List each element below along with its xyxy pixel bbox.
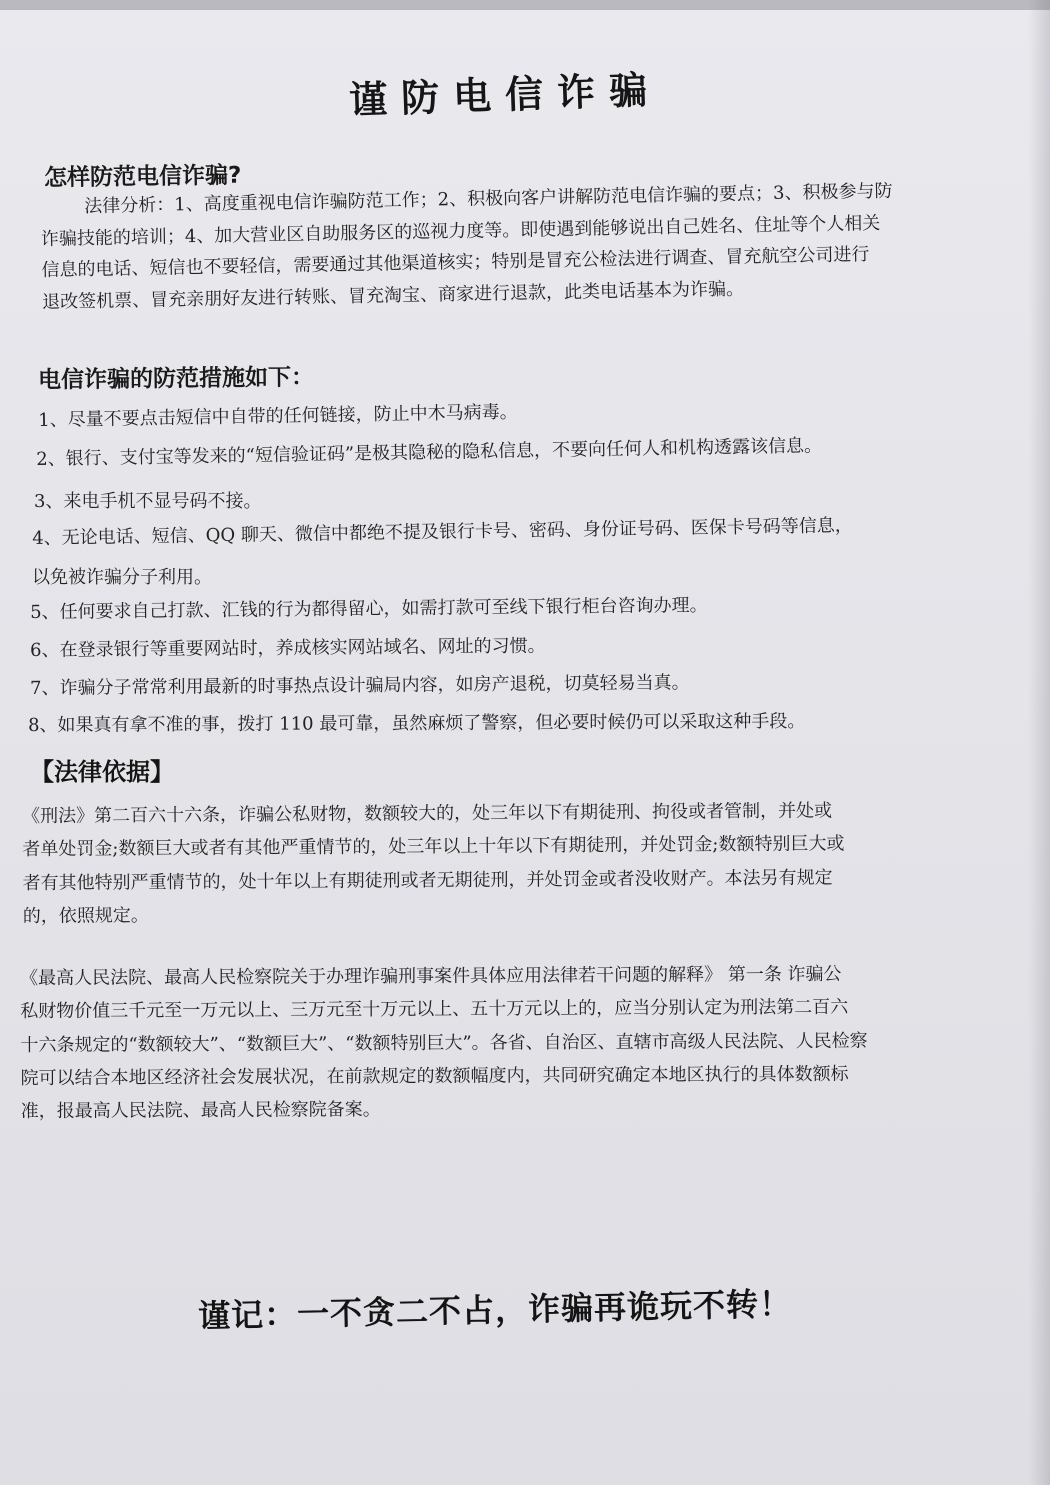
section1-line-3: 信息的电话、短信也不要轻信，需要通过其他渠道核实；特别是冒充公检法进行调查、冒充航空公司进行 <box>41 244 870 281</box>
measure-item-6: 6、在登录银行等重要网站时，养成核实网站域名、网址的习惯。 <box>30 635 546 661</box>
closing-slogan: 谨记：一不贪二不占，诈骗再诡玩不转！ <box>197 1284 793 1336</box>
section1-line-4: 退改签机票、冒充亲朋好友进行转账、冒充淘宝、商家进行退款，此类电话基本为诈骗。 <box>41 278 745 313</box>
legal2-line-3: 十六条规定的“数额较大”、“数额巨大”、“数额特别巨大”。各省、自治区、直辖市高级人民法院、人民检察 <box>20 1030 868 1056</box>
top-edge-strip <box>0 0 1050 10</box>
legal2-line-1: 《最高人民法院、最高人民检察院关于办理诈骗刑事案件具体应用法律若干问题的解释》 第一条 诈骗公 <box>20 963 842 989</box>
legal-basis-heading: 【法律依据】 <box>30 758 174 786</box>
measure-item-7: 7、诈骗分子常常利用最新的时事热点设计骗局内容，如房产退税，切莫轻易当真。 <box>30 672 690 699</box>
measure-item-2: 2、银行、支付宝等发来的“短信验证码”是极其隐秘的隐私信息，不要向任何人和机构透露该信息。 <box>36 435 823 470</box>
legal1-line-1: 《刑法》第二百六十六条，诈骗公私财物，数额较大的，处三年以下有期徒刑、拘役或者管制，并处或 <box>22 800 833 827</box>
section1-paragraph <box>40 176 895 318</box>
section1-heading: 怎样防范电信诈骗? <box>43 162 242 192</box>
measure-item-4-cont: 以免被诈骗分子利用。 <box>32 567 212 588</box>
legal2-line-2: 私财物价值三千元至一万元以上、三万元至十万元以上、五十万元以上的，应当分别认定为刑法第二百六 <box>20 996 849 1023</box>
document-title: 谨防电信诈骗 <box>348 67 662 123</box>
page-edge-shadow <box>1028 0 1050 1485</box>
measure-item-4: 4、无论电话、短信、QQ 聊天、微信中都绝不提及银行卡号、密码、身份证号码、医保卡号码等信息， <box>32 515 853 549</box>
section2-heading: 电信诈骗的防范措施如下： <box>37 364 315 394</box>
measure-item-3: 3、来电手机不显号码不接。 <box>34 491 262 512</box>
legal-basis-paragraph-1 <box>22 794 845 933</box>
legal1-line-4: 的，依照规定。 <box>22 905 149 927</box>
measure-item-1: 1、尽量不要点击短信中自带的任何链接，防止中木马病毒。 <box>38 401 518 431</box>
legal2-line-5: 准，报最高人民法院、最高人民检察院备案。 <box>20 1099 381 1123</box>
section1-line-2: 诈骗技能的培训；4、加大营业区自助服务区的巡视力度等。即使遇到能够说出自己姓名、住址等个人相关 <box>40 212 881 250</box>
legal-basis-paragraph-2 <box>20 958 868 1129</box>
legal1-line-2: 者单处罚金;数额巨大或者有其他严重情节的，处三年以上十年以下有期徒刑，并处罚金;数额特别巨大或 <box>22 833 845 861</box>
section1-line-1: 法律分析：1、高度重视电信诈骗防范工作；2、积极向客户讲解防范电信诈骗的要点；3、积极参与防 <box>84 180 893 218</box>
legal1-line-3: 者有其他特别严重情节的，处十年以上有期徒刑或者无期徒刑，并处罚金或者没收财产。本法另有规定 <box>22 866 833 894</box>
measure-item-8: 8、如果真有拿不准的事，拨打 110 最可靠，虽然麻烦了警察，但必要时候仍可以采取这种手段。 <box>28 710 806 736</box>
legal2-line-4: 院可以结合本地区经济社会发展状况，在前款规定的数额幅度内，共同研究确定本地区执行的具体数额标 <box>20 1063 849 1089</box>
measure-item-5: 5、任何要求自己打款、汇钱的行为都得留心，如需打款可至线下银行柜台咨询办理。 <box>30 594 708 623</box>
